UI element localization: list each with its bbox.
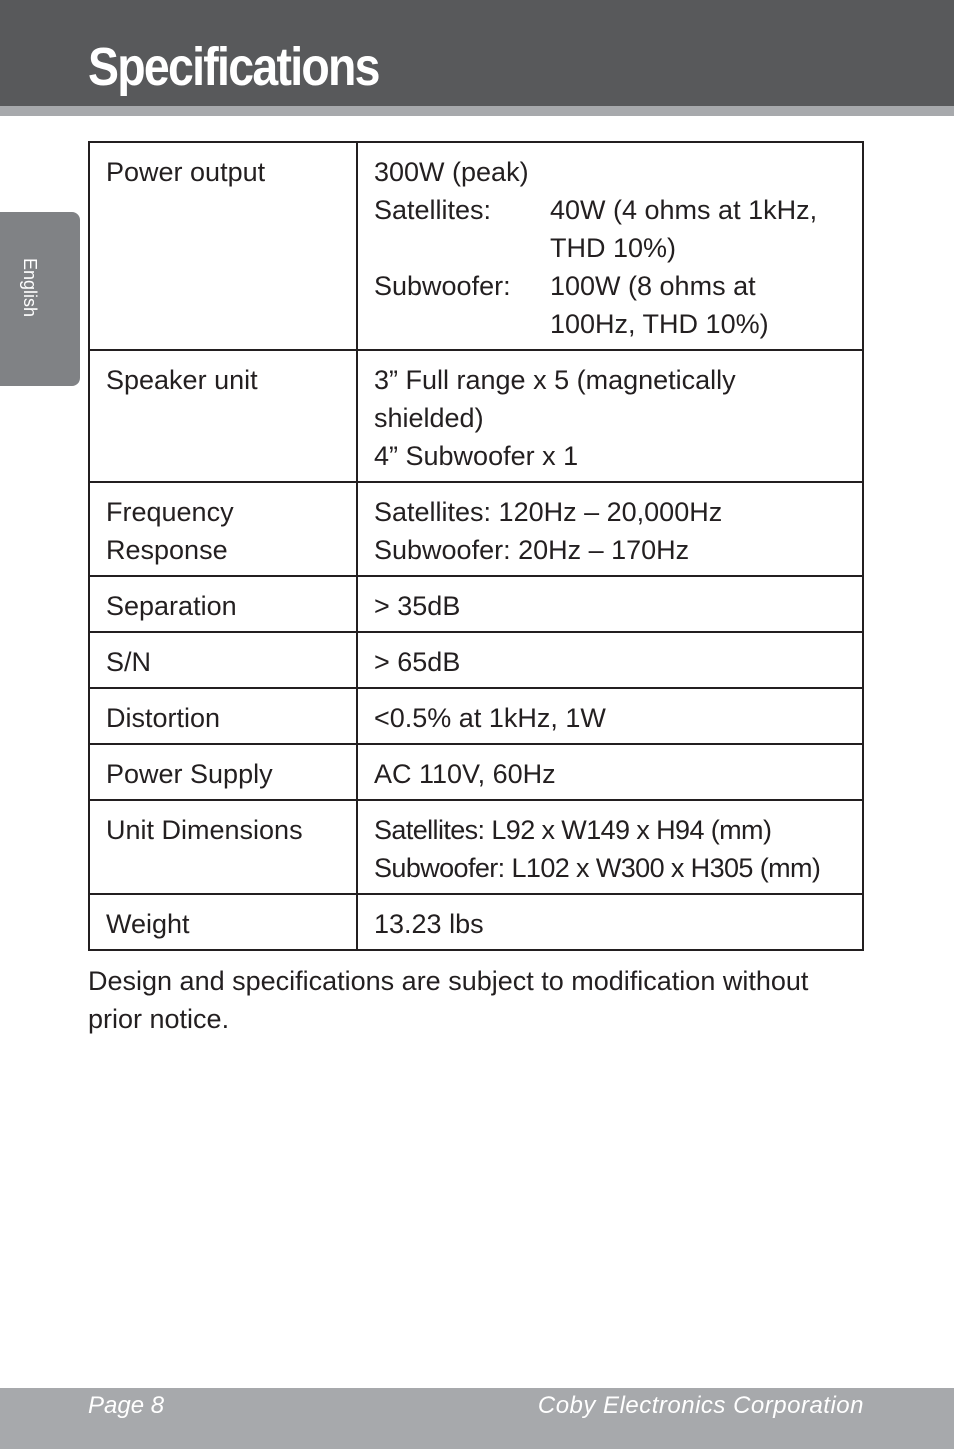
speaker-unit-line2: 4” Subwoofer x 1 [374,441,579,471]
spec-value-separation: > 35dB [357,576,863,632]
disclaimer-note: Design and specifications are subject to modification without prior notice. [88,966,809,1034]
satellites-value: 40W (4 ohms at 1kHz, THD 10%) [550,195,818,263]
spec-value-power-supply: AC 110V, 60Hz [357,744,863,800]
subwoofer-key: Subwoofer: [374,271,511,301]
table-row [89,894,863,950]
spec-value-unit-dimensions [357,800,863,894]
specifications-table [88,141,864,951]
table-row [89,350,863,482]
company-name: Coby Electronics Corporation [537,1392,864,1419]
frequency-line1: Satellites: 120Hz – 20,000Hz [374,497,723,527]
table-row [89,142,863,350]
power-output-satellites [374,191,848,267]
satellites-key: Satellites: [374,195,492,225]
table-row [89,576,863,632]
page-title: Specifications [88,37,379,97]
spec-label-frequency-response: Frequency Response [89,482,357,576]
spec-label-power-supply: Power Supply [89,744,357,800]
spec-value-distortion: <0.5% at 1kHz, 1W [357,688,863,744]
spec-label-distortion: Distortion [89,688,357,744]
dimensions-line1: Satellites: L92 x W149 x H94 (mm) [374,815,772,845]
header-stripe [0,106,954,116]
speaker-unit-line1: 3” Full range x 5 (magnetically shielded) [374,365,736,433]
spec-value-weight: 13.23 lbs [357,894,863,950]
spec-label-separation: Separation [89,576,357,632]
spec-label-power-output: Power output [89,142,357,350]
spec-value-speaker-unit [357,350,863,482]
table-row [89,688,863,744]
table-row [89,744,863,800]
spec-label-unit-dimensions: Unit Dimensions [89,800,357,894]
power-output-subwoofer [374,267,848,343]
dimensions-line2: Subwoofer: L102 x W300 x H305 (mm) [374,853,821,883]
spec-value-frequency-response [357,482,863,576]
table-row [89,800,863,894]
spec-label-speaker-unit: Speaker unit [89,350,357,482]
spec-label-weight: Weight [89,894,357,950]
subwoofer-value: 100W (8 ohms at 100Hz, THD 10%) [550,271,769,339]
power-output-peak: 300W (peak) [374,157,529,187]
table-row [89,482,863,576]
frequency-line2: Subwoofer: 20Hz – 170Hz [374,535,690,565]
language-tab-label: English [20,258,40,318]
table-row [89,632,863,688]
spec-value-sn: > 65dB [357,632,863,688]
spec-value-power-output [357,142,863,350]
page-number: Page 8 [88,1392,165,1419]
spec-label-sn: S/N [89,632,357,688]
